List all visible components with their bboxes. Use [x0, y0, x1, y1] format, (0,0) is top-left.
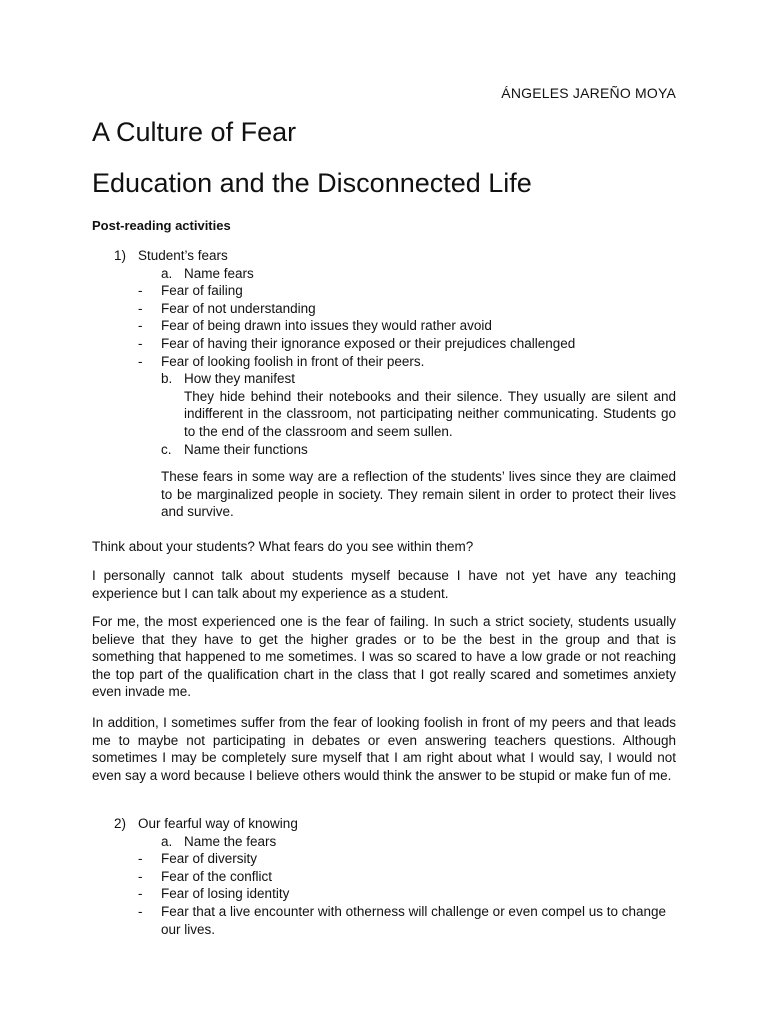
- fear-item: [92, 282, 676, 300]
- item-label: Name fears: [184, 265, 254, 281]
- list-item-c: [92, 441, 676, 459]
- fear-item: [92, 317, 676, 335]
- fear-text: Fear of the conflict: [161, 868, 273, 884]
- fear-text: Fear of looking foolish in front of their peers.: [161, 353, 425, 369]
- item-letter: b.: [161, 371, 173, 387]
- dash-bullet: -: [138, 335, 143, 351]
- list-item-a: [92, 833, 676, 851]
- section-2: [92, 815, 676, 938]
- section-subheading: Post-reading activities: [92, 218, 231, 233]
- fear-item: [92, 300, 676, 318]
- fear-item: [92, 903, 676, 938]
- dash-bullet: -: [138, 886, 143, 902]
- dash-bullet: -: [138, 283, 143, 299]
- section-title: Student’s fears: [138, 248, 228, 263]
- fear-text: Fear of having their ignorance exposed or their prejudices challenged: [161, 335, 576, 351]
- fear-item: [92, 885, 676, 903]
- item-letter: a.: [161, 833, 173, 849]
- document-subtitle: Education and the Disconnected Life: [92, 168, 532, 198]
- dash-bullet: -: [138, 318, 143, 334]
- item-label: How they manifest: [184, 371, 296, 387]
- fear-item: [92, 335, 676, 353]
- paragraph-3: In addition, I sometimes suffer from the fear of looking foolish in front of my peers and that leads me to maybe not participating in debates or even answering teachers questions. Although sometimes I may be completely sure myself that I am right about what I would say, I would not even say a word because I believe others would think the answer to be stupid or make fun of me.: [92, 715, 676, 783]
- fear-text: Fear of failing: [161, 283, 243, 299]
- fear-text: Fear of being drawn into issues they would rather avoid: [161, 318, 492, 334]
- fear-item: [92, 850, 676, 868]
- item-label: Name their functions: [184, 441, 308, 457]
- item-b-text: They hide behind their notebooks and their silence. They usually are silent and indifferent in the classroom, not participating neither communicating. Students go to the end of the classroom and seem sullen.: [184, 388, 676, 439]
- paragraph-1: I personally cannot talk about students myself because I have not yet have any teaching experience but I can talk about my experience as a student.: [92, 568, 676, 601]
- item-c-text: These fears in some way are a reflection of the students’ lives since they are claimed to be marginalized people in society. They remain silent in order to protect their lives and survive.: [161, 469, 676, 520]
- document-title: A Culture of Fear: [92, 117, 297, 147]
- fear-text: Fear of losing identity: [161, 886, 290, 902]
- item-label: Name the fears: [184, 833, 277, 849]
- dash-bullet: -: [138, 353, 143, 369]
- dash-bullet: -: [138, 903, 143, 919]
- section-number: 1): [114, 248, 127, 263]
- paragraph-2: For me, the most experienced one is the fear of failing. In such a strict society, students usually believe that they have to get the higher grades or to be the best in the group and that is something that happened to me sometimes. I was so scared to have a low grade or not reaching the top part of the qualification chart in the class that I got really scared and sometimes anxiety even invade me.: [92, 614, 676, 700]
- dash-bullet: -: [138, 868, 143, 884]
- section-2-heading: [92, 815, 676, 833]
- item-letter: a.: [161, 265, 173, 281]
- author-name: ÁNGELES JAREÑO MOYA: [501, 85, 676, 101]
- fear-item: [92, 353, 676, 371]
- dash-bullet: -: [138, 300, 143, 316]
- item-letter: c.: [161, 441, 172, 457]
- section-1-heading: [92, 247, 676, 265]
- dash-bullet: -: [138, 851, 143, 867]
- section-number: 2): [114, 816, 127, 831]
- fear-text: Fear of not understanding: [161, 300, 316, 316]
- list-item-a: [92, 265, 676, 283]
- reflection-question: Think about your students? What fears do you see within them?: [92, 539, 474, 554]
- fear-text: Fear that a live encounter with otherness will challenge or even compel us to change our lives.: [161, 903, 667, 937]
- list-item-b: [92, 370, 676, 388]
- section-1: [92, 247, 676, 521]
- fear-text: Fear of diversity: [161, 851, 258, 867]
- fear-item: [92, 868, 676, 886]
- section-title: Our fearful way of knowing: [138, 816, 298, 831]
